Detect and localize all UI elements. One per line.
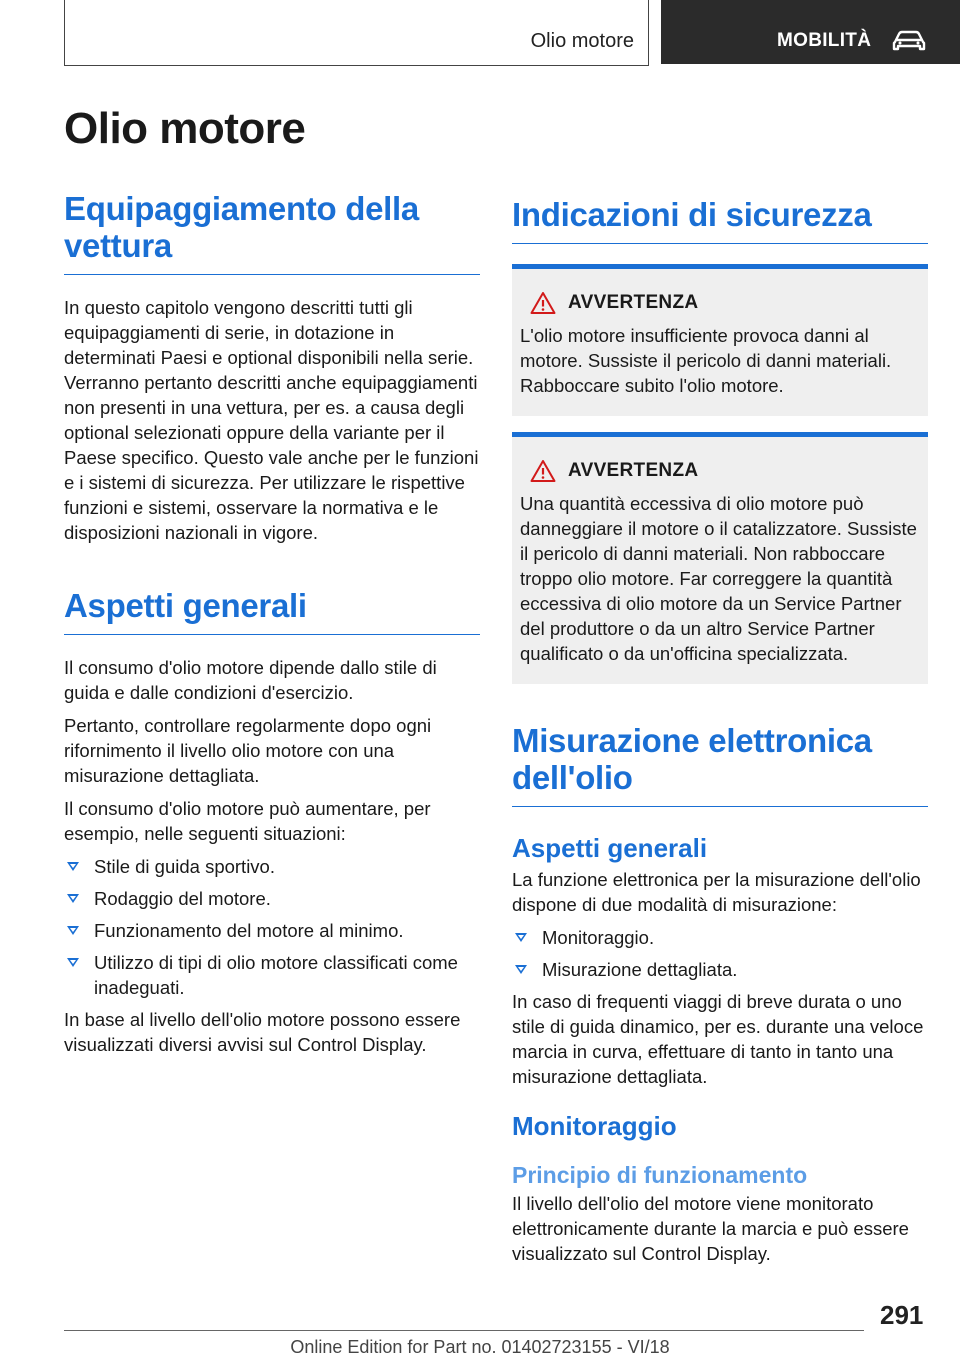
warning-box (512, 432, 928, 684)
right-column (512, 190, 928, 1266)
header-chapter-bar (661, 0, 960, 64)
footer-edition: Online Edition for Part no. 01402723155 - VI/18 (290, 1337, 670, 1357)
list-item: Monitoraggio. (512, 925, 928, 950)
bullet-triangle-icon (515, 965, 527, 974)
general-p2: Pertanto, controllare regolarmente dopo ogni rifornimento il livello olio motore con una misurazione dettagliata. (64, 715, 432, 786)
general-p3: Il consumo d'olio motore può aumentare, per esempio, nelle seguenti situazioni: (64, 798, 431, 844)
equipment-heading: Equipaggiamento della vettura (64, 190, 480, 275)
bullet-triangle-icon (67, 926, 79, 935)
page-title: Olio motore (64, 104, 306, 153)
warning-box (512, 264, 928, 416)
header-section-tab (64, 0, 649, 66)
warning-triangle-icon (530, 459, 556, 483)
chapter-label: MOBILITÀ (777, 30, 872, 51)
consumption-list (64, 854, 480, 1000)
page-number: 291 (880, 1300, 924, 1330)
general-p1: Il consumo d'olio motore dipende dallo stile di guida e dalle condizioni d'esercizio. (64, 657, 437, 703)
warning-triangle-icon (530, 291, 556, 315)
list-item: Misurazione dettagliata. (512, 957, 928, 982)
equipment-text: In questo capitolo vengono descritti tutti gli equipaggiamenti di serie, in dotazione in determinati Paesi e optional disponibili nella serie. Verranno pertanto descritti anche equipaggiamenti non presenti in una vettura, per es. a causa degli optional selezionati oppure della variante per il Paese specifico. Questo vale anche per le funzioni e i sistemi di sicurezza. Per utilizzare le rispettive funzioni e sistemi, osservare la normativa e le disposizioni nazionali in vigore. (64, 297, 479, 543)
measurement-p2: In caso di frequenti viaggi di breve durata o uno stile di guida dinamico, per es. durante una veloce marcia in curva, effettuare di tanto in tanto una misurazione dettagliata. (512, 991, 924, 1087)
warning-text: Una quantità eccessiva di olio motore può danneggiare il motore o il catalizzatore. Sussiste il pericolo di danni materiali. Non rabboccare troppo olio motore. Far correggere la quantità eccessiva di olio motore da un Service Partner del produttore o da un altro Service Partner qualificato o da un'officina specializzata. (520, 493, 917, 664)
general-heading: Aspetti generali (64, 587, 480, 635)
bullet-triangle-icon (515, 933, 527, 942)
warning-title: AVVERTENZA (568, 292, 699, 313)
safety-heading: Indicazioni di sicurezza (512, 190, 928, 244)
footer-divider (64, 1330, 864, 1331)
bullet-triangle-icon (67, 958, 79, 967)
list-item: Stile di guida sportivo. (64, 854, 480, 879)
bullet-triangle-icon (67, 862, 79, 871)
list-item: Utilizzo di tipi di olio motore classificati come inadeguati. (64, 950, 480, 1000)
list-item: Rodaggio del motore. (64, 886, 480, 911)
warning-title: AVVERTENZA (568, 460, 699, 481)
modes-list (512, 925, 928, 982)
list-item: Funzionamento del motore al minimo. (64, 918, 480, 943)
principle-heading: Principio di funzionamento (512, 1162, 808, 1188)
measurement-heading: Misurazione elettronica dell'olio (512, 722, 928, 807)
section-tab-label: Olio motore (530, 30, 634, 52)
warning-text: L'olio motore insufficiente provoca danni al motore. Sussiste il pericolo di danni materiali. Rabboccare subito l'olio motore. (520, 325, 892, 396)
monitoring-heading: Monitoraggio (512, 1111, 677, 1141)
principle-text: Il livello dell'olio del motore viene monitorato elettronicamente durante la marcia e può essere visualizzato sul Control Display. (512, 1193, 909, 1264)
left-column (64, 190, 480, 1057)
general-p4: In base al livello dell'olio motore possono essere visualizzati diversi avvisi sul Control Display. (64, 1009, 461, 1055)
measurement-general-heading: Aspetti generali (512, 833, 708, 863)
measurement-p1: La funzione elettronica per la misurazione dell'olio dispone di due modalità di misurazione: (512, 869, 921, 915)
bullet-triangle-icon (67, 894, 79, 903)
car-icon (891, 28, 927, 52)
